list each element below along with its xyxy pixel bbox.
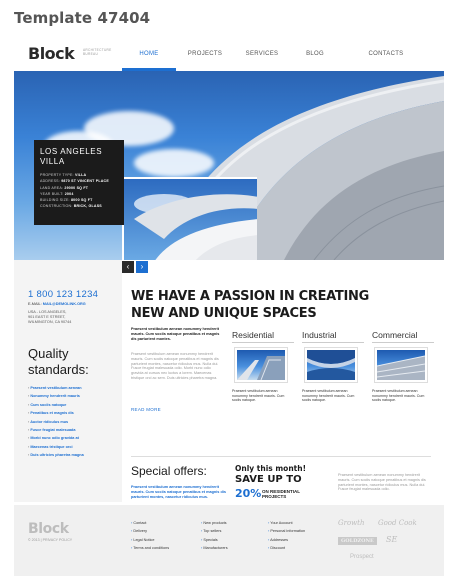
nav-services[interactable]: SERVICES: [245, 51, 279, 57]
email-link[interactable]: MAIL@DEMOLINK.ORG: [42, 302, 86, 306]
footer-link[interactable]: › Contact: [131, 519, 169, 527]
section-divider: [131, 456, 431, 457]
partner-logo-prospect[interactable]: Prospect: [350, 554, 374, 560]
main-heading: WE HAVE A PASSION IN CREATING NEW AND UNIQUE SPACES: [131, 289, 369, 321]
quality-link[interactable]: › Auctor ridiculus mus: [28, 418, 84, 426]
property-title: LOS ANGELES VILLA: [40, 147, 103, 166]
quality-link[interactable]: › Fusce feugiat malesuada: [28, 426, 84, 434]
offers-bold-text: Praesent vestibulum aenean nonummy hendrerit mauris. Cum sociis natoque penatibus et magnis dis parturient montes, nascetur ridiculus mus.: [131, 485, 226, 499]
divider: [232, 342, 294, 343]
quality-link[interactable]: › Morbi nunc odio gravida at: [28, 434, 84, 442]
footer-links-col-1: [131, 519, 169, 553]
footer-link[interactable]: › Manufacturers: [201, 544, 228, 552]
footer-link[interactable]: › New products: [201, 519, 228, 527]
partner-logo-se[interactable]: SE: [386, 535, 398, 544]
footer-link[interactable]: › Specials: [201, 536, 228, 544]
nav-blog[interactable]: BLOG: [306, 51, 324, 57]
promo-details: ON RESIDENTIAL PROJECTS: [262, 489, 301, 499]
intro-bold-text: Praesent vestibulum aenean nonummy hendrerit mauris. Cum sociis natoque penatibus et magnis dis parturient montes.: [131, 327, 220, 341]
promo-headline: Only this month!: [235, 464, 307, 473]
service-text: Praesent vestibulum aenean nonummy hendrerit mauris. Cum sociis natoque.: [302, 389, 355, 403]
service-text: Praesent vestibulum aenean nonummy hendrerit mauris. Cum sociis natoque.: [372, 389, 425, 403]
service-title: Industrial: [302, 330, 337, 340]
footer-link[interactable]: › Legal Notice: [131, 536, 169, 544]
property-row: YEAR BUILT: 2004: [40, 191, 74, 196]
main-nav: [122, 36, 432, 71]
contact-sidebar: [14, 260, 122, 502]
property-info-box: [34, 140, 124, 225]
logo-tagline: ARCHITECTURE BUREAU: [83, 48, 112, 56]
service-commercial: [372, 330, 434, 403]
partner-logo-growth[interactable]: Growth: [338, 519, 365, 527]
footer-link[interactable]: › Your Account: [268, 519, 305, 527]
quality-link[interactable]: › Cum sociis natoque: [28, 401, 84, 409]
property-row: ADDRESS: 9870 ST VINCENT PLACE: [40, 179, 109, 184]
quality-link[interactable]: › Nonummy hendrerit mauris: [28, 392, 84, 400]
footer-logo[interactable]: Block: [28, 521, 69, 537]
promo-save-text: SAVE UP TO: [235, 474, 302, 485]
site-header: [14, 36, 444, 71]
intro-text: Praesent vestibulum aenean nonummy hendrerit mauris. Cum sociis natoque penatibus et magnis dis parturient montes, nascetur ridiculus mus. Nulla dui. Fusce feugiat malesuada odio. Morbi nunc odio gravida at cursus nec luctus a lorem. Maecenas tristique orci ac sem. Duis ultricies pharetra magna.: [131, 352, 219, 380]
service-industrial: [302, 330, 364, 403]
divider: [302, 342, 364, 343]
address: USA - LOS ANGELES, 901 EAST E STREET, WILMINGTON, CA 90744: [28, 310, 72, 324]
site-logo[interactable]: Block: [28, 44, 75, 63]
slider-next-button[interactable]: ›: [136, 261, 148, 273]
footer-link[interactable]: › Delivery: [131, 527, 169, 535]
footer-link[interactable]: › Discount: [268, 544, 305, 552]
footer-link[interactable]: › Top sellers: [201, 527, 228, 535]
email-line: E-MAIL: MAIL@DEMOLINK.ORG: [28, 302, 86, 306]
promo-percent: 20%: [235, 487, 262, 500]
template-preview: [14, 36, 444, 576]
partner-logo-goldzone[interactable]: GOLDZONE: [338, 537, 377, 545]
footer-links-col-3: [268, 519, 305, 553]
hero-thumbnail[interactable]: [122, 177, 257, 260]
quality-link[interactable]: › Penatibus et magnis dis: [28, 409, 84, 417]
service-residential: [232, 330, 294, 403]
slider-prev-button[interactable]: ‹: [122, 261, 134, 273]
footer-link[interactable]: › Personal information: [268, 527, 305, 535]
nav-home[interactable]: HOME: [122, 36, 176, 71]
quality-link[interactable]: › Duis ultricies pharetra magna: [28, 451, 84, 459]
commercial-image[interactable]: [374, 347, 428, 383]
footer-links-col-2: [201, 519, 228, 553]
offers-text: Praesent vestibulum aenean nonummy hendrerit mauris. Cum sociis natoque penatibus et magnis dis parturient montes, nascetur ridiculus mus. Nulla dui. Fusce feugiat malesuada odio.: [338, 473, 426, 492]
service-text: Praesent vestibulum aenean nonummy hendrerit mauris. Cum sociis natoque.: [232, 389, 285, 403]
divider: [372, 342, 434, 343]
nav-projects[interactable]: PROJECTS: [187, 51, 223, 57]
footer-link[interactable]: › Addresses: [268, 536, 305, 544]
offers-title: Special offers:: [131, 464, 207, 478]
service-title: Residential: [232, 330, 275, 340]
quality-title: Quality standards:: [28, 346, 89, 377]
property-row: CONSTRUCTION: BRICK, GLASS: [40, 204, 102, 209]
quality-link[interactable]: › Praesent vestibulum aenean: [28, 384, 84, 392]
service-title: Commercial: [372, 330, 418, 340]
page-heading: Template 47404: [14, 9, 151, 27]
residential-image[interactable]: [234, 347, 288, 383]
property-row: LAND AREA: 29000 SQ FT: [40, 185, 89, 190]
partner-logo-good-cook[interactable]: Good Cook: [378, 519, 417, 527]
site-footer: [14, 505, 444, 576]
phone-number: 1 800 123 1234: [28, 289, 99, 300]
quality-link[interactable]: › Maecenas tristique orci: [28, 443, 84, 451]
industrial-image[interactable]: [304, 347, 358, 383]
nav-contacts[interactable]: CONTACTS: [368, 51, 404, 57]
intro-read-more-link[interactable]: READ MORE: [131, 407, 161, 412]
property-row: BUILDING SIZE: 8000 SQ FT: [40, 198, 93, 203]
property-row: PROPERTY TYPE: VILLA: [40, 173, 87, 177]
footer-link[interactable]: › Terms and conditions: [131, 544, 169, 552]
quality-list: [28, 384, 84, 460]
footer-copyright[interactable]: © 2013 | PRIVACY POLICY: [28, 538, 73, 542]
